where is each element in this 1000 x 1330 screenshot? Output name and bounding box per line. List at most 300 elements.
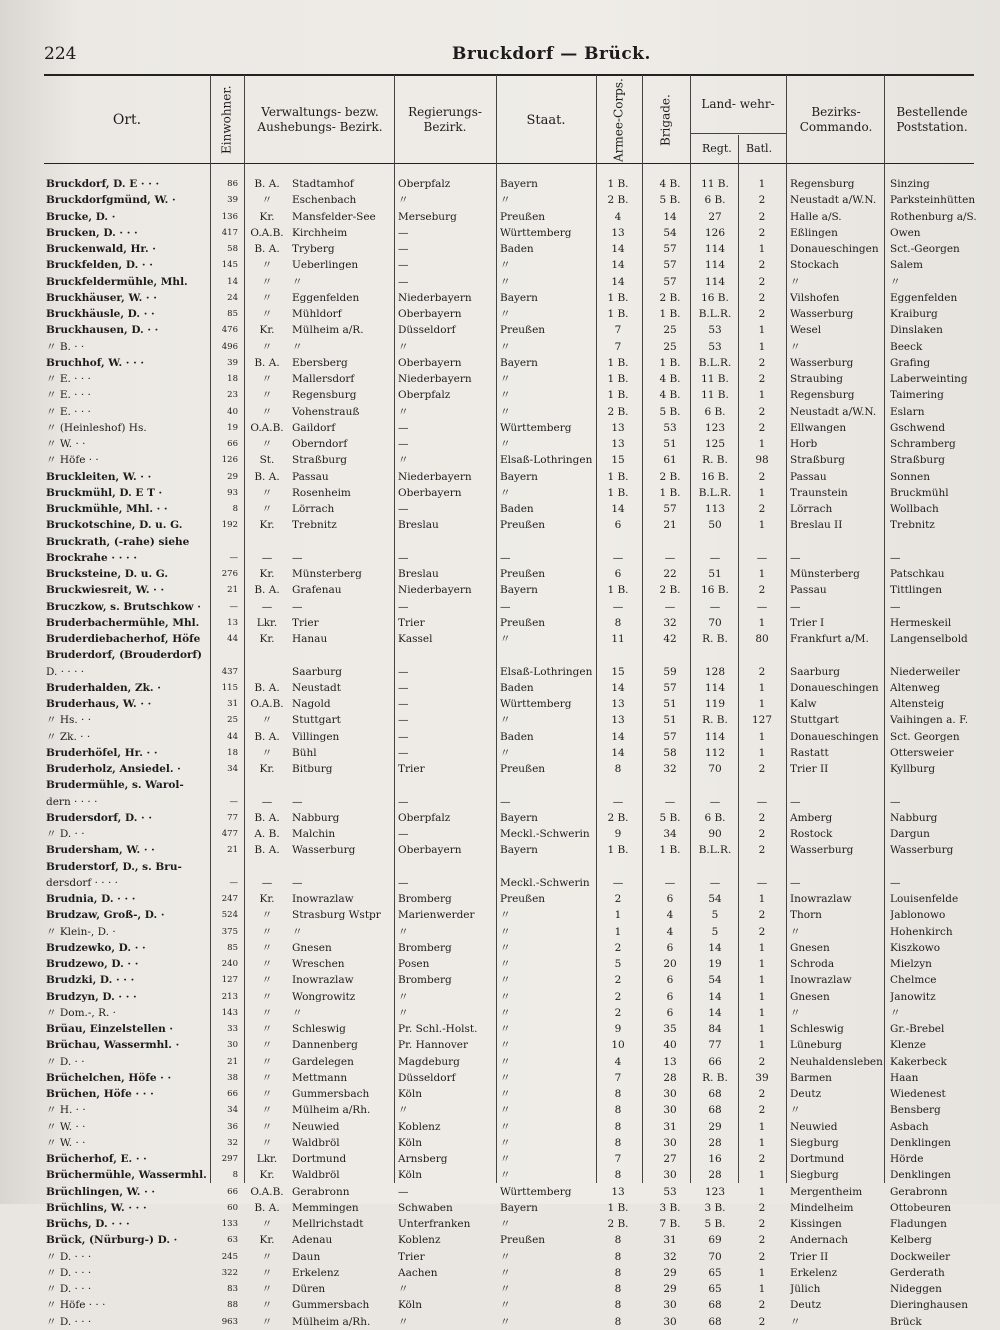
district-command: Lüneburg — [790, 1039, 842, 1052]
post-station: Trebnitz — [890, 519, 935, 532]
admin-district: Erkelenz — [292, 1266, 340, 1279]
state: 〃 — [500, 340, 511, 353]
place-name: 〃 (Heinleshof) Hs. — [46, 421, 147, 434]
admin-district: Mühldorf — [292, 308, 342, 320]
landwehr-battalion: 1 — [758, 974, 766, 987]
government-district: 〃 — [398, 990, 409, 1003]
page-number: 224 — [44, 44, 77, 64]
landwehr-battalion: 39 — [755, 1071, 769, 1084]
place-name: Bruderdiebacherhof, Höfe — [46, 633, 201, 645]
landwehr-regiment: 14 — [708, 990, 722, 1003]
population: 133 — [221, 1219, 238, 1229]
district-command: Breslau II — [790, 519, 843, 532]
landwehr-battalion: 2 — [758, 259, 766, 272]
brigade: 5 B. — [659, 405, 681, 418]
district-command: Trier II — [790, 763, 829, 775]
state: Bayern — [500, 811, 538, 824]
admin-type: B. A. — [254, 243, 280, 255]
table-row — [44, 989, 979, 1005]
army-corps: 8 — [614, 1104, 622, 1117]
army-corps: 8 — [614, 1169, 622, 1182]
population: — — [229, 601, 238, 612]
table-row — [44, 1086, 979, 1102]
table-row — [44, 1037, 979, 1053]
government-district: 〃 — [398, 340, 409, 353]
place-name: Bruckenwald, Hr. · — [46, 243, 156, 255]
table-row — [44, 1119, 979, 1135]
table-row — [44, 1265, 979, 1281]
place-name: 〃 D. · · · — [46, 1283, 92, 1295]
admin-district: Regensburg — [292, 389, 357, 402]
landwehr-regiment: 50 — [708, 519, 722, 532]
admin-district: Mettmann — [292, 1071, 348, 1084]
place-name: Brudzki, D. · · · — [46, 974, 135, 987]
landwehr-regiment: 68 — [708, 1088, 722, 1100]
army-corps: 5 — [614, 958, 622, 970]
district-command: — — [790, 795, 801, 808]
post-station: Dargun — [890, 828, 930, 840]
admin-district: Ueberlingen — [292, 259, 359, 272]
army-corps: 4 — [614, 210, 622, 223]
army-corps: 15 — [611, 665, 625, 678]
admin-district: Lörrach — [292, 503, 335, 515]
admin-type: 〃 — [261, 990, 273, 1003]
population: 29 — [227, 471, 238, 482]
landwehr-regiment: 84 — [708, 1023, 722, 1035]
population: 44 — [227, 731, 238, 742]
place-name: Bruckotschine, D. u. G. — [46, 519, 183, 532]
government-district: 〃 — [398, 194, 409, 207]
state: Bayern — [500, 470, 538, 483]
post-station: Louisenfelde — [890, 893, 959, 905]
district-command: 〃 — [790, 1315, 801, 1328]
district-command: Inowrazlaw — [790, 974, 852, 987]
admin-type: 〃 — [261, 1136, 273, 1149]
place-name: Brudzewko, D. · · — [46, 941, 146, 954]
admin-type: 〃 — [261, 1315, 273, 1328]
place-name: 〃 Höfe · · — [46, 454, 99, 467]
district-command: Kissingen — [790, 1218, 842, 1230]
state: Württemberg — [500, 698, 572, 710]
army-corps: 8 — [614, 1136, 622, 1149]
landwehr-regiment: 66 — [708, 1055, 722, 1068]
state: 〃 — [500, 438, 511, 450]
post-station: Chelmce — [890, 974, 937, 987]
landwehr-battalion: 1 — [758, 698, 766, 710]
landwehr-battalion: 1 — [758, 389, 766, 402]
army-corps: — — [612, 600, 624, 613]
army-corps: 13 — [611, 438, 625, 450]
admin-type: 〃 — [261, 389, 273, 402]
district-command: 〃 — [790, 1104, 801, 1117]
admin-district: Mülheim a/R. — [292, 324, 364, 337]
place-name: Bruckdorf, D. E · · · — [46, 178, 160, 190]
district-command: Amberg — [790, 811, 833, 824]
brigade: 4 — [666, 925, 674, 938]
place-name: dern · · · · — [46, 795, 98, 808]
landwehr-regiment: 128 — [704, 665, 726, 678]
admin-type: St. — [259, 454, 275, 467]
post-station: Altenweg — [890, 681, 941, 694]
place-name: Bruckhausen, D. · · — [46, 324, 159, 337]
landwehr-battalion: 2 — [758, 470, 766, 483]
army-corps: 11 — [611, 633, 625, 645]
brigade: 7 B. — [659, 1218, 681, 1230]
admin-district: Trebnitz — [292, 519, 337, 532]
admin-district: Mansfelder-See — [292, 210, 376, 223]
admin-district: Kirchheim — [292, 226, 348, 239]
state: 〃 — [500, 405, 511, 418]
admin-district: Tryberg — [292, 243, 335, 255]
post-station: Sonnen — [890, 470, 931, 483]
government-district: Marienwerder — [398, 909, 475, 922]
table-row — [44, 306, 979, 322]
admin-district: Gardelegen — [292, 1055, 354, 1068]
place-name: Brudzewo, D. · · — [46, 958, 139, 970]
state: Bayern — [500, 844, 538, 857]
district-command: Traunstein — [790, 486, 848, 499]
admin-district: Mallersdorf — [292, 373, 355, 385]
population: 963 — [221, 1316, 238, 1327]
admin-district: Nagold — [292, 698, 331, 710]
post-station: Kyllburg — [890, 763, 936, 775]
brigade: 34 — [663, 828, 677, 840]
population: — — [229, 877, 238, 888]
brigade: 57 — [663, 275, 677, 288]
brigade: — — [664, 876, 676, 889]
place-name: Brudersdorf, D. · · — [46, 811, 152, 824]
landwehr-battalion: 2 — [758, 1055, 766, 1068]
admin-type: 〃 — [261, 1218, 273, 1230]
army-corps: 6 — [614, 568, 622, 580]
population: 143 — [221, 1007, 238, 1018]
admin-district: Hanau — [292, 633, 328, 645]
admin-type: 〃 — [261, 486, 273, 499]
place-name: Bruderhaus, W. · · — [46, 698, 152, 710]
landwehr-battalion: 2 — [758, 1315, 766, 1328]
population: 30 — [227, 1040, 238, 1051]
admin-type: B. A. — [254, 1201, 280, 1214]
landwehr-regiment: 77 — [708, 1039, 722, 1052]
admin-type: 〃 — [261, 259, 273, 272]
brigade: 1 B. — [659, 844, 681, 857]
table-row — [44, 940, 979, 956]
district-command: Wasserburg — [790, 308, 854, 320]
table-row — [44, 842, 979, 858]
place-name: 〃 W. · · — [46, 438, 86, 450]
post-station: Sct.-Georgen — [890, 243, 960, 255]
brigade: 6 — [666, 941, 674, 954]
place-name: Bruckfelden, D. · · — [46, 259, 153, 272]
admin-type: 〃 — [261, 925, 273, 938]
place-name: 〃 D. · · — [46, 828, 85, 840]
table-row — [44, 1054, 979, 1070]
army-corps: 2 B. — [607, 811, 629, 824]
state: 〃 — [500, 974, 511, 987]
landwehr-battalion: 1 — [758, 941, 766, 954]
admin-district: Ebersberg — [292, 356, 348, 369]
district-command: Wasserburg — [790, 844, 854, 857]
table-row — [44, 582, 979, 598]
place-name: 〃 D. · · · — [46, 1315, 92, 1328]
landwehr-regiment: 11 B. — [701, 178, 729, 190]
population: 93 — [227, 487, 238, 498]
district-command: Lörrach — [790, 503, 833, 515]
landwehr-regiment: 16 B. — [701, 584, 729, 597]
government-district: — — [398, 746, 409, 759]
landwehr-regiment: B.L.R. — [698, 308, 732, 320]
admin-district: Waldbröl — [292, 1169, 340, 1182]
post-station: — — [890, 876, 901, 889]
population: 85 — [227, 309, 238, 319]
landwehr-battalion: 1 — [758, 340, 766, 353]
place-name: 〃 D. · · · — [46, 1266, 92, 1279]
population: 36 — [227, 1121, 238, 1132]
population: 23 — [227, 390, 238, 401]
landwehr-regiment: 114 — [704, 275, 726, 288]
government-district: Schwaben — [398, 1201, 453, 1214]
admin-type: 〃 — [261, 373, 273, 385]
table-row — [44, 322, 979, 338]
army-corps: — — [612, 795, 624, 808]
army-corps: 1 B. — [607, 844, 629, 857]
post-station: Patschkau — [890, 568, 945, 580]
government-district: 〃 — [398, 1315, 409, 1328]
brigade: 5 B. — [659, 194, 681, 207]
table-row — [44, 1135, 979, 1151]
admin-type: 〃 — [261, 1104, 273, 1117]
place-name: Brüchau, Wassermhl. · — [46, 1039, 180, 1052]
brigade: 21 — [663, 519, 677, 532]
admin-district: Nabburg — [292, 811, 340, 824]
government-district: Trier — [398, 1250, 425, 1263]
landwehr-regiment: 54 — [708, 893, 722, 905]
post-station: Hörde — [890, 1153, 924, 1165]
brigade: 29 — [663, 1283, 677, 1295]
place-name: Bruderbachermühle, Mhl. — [46, 616, 200, 629]
admin-district: Waldbröl — [292, 1136, 340, 1149]
state: Preußen — [500, 568, 546, 580]
landwehr-battalion: 2 — [758, 275, 766, 288]
place-name: Brudersham, W. · · — [46, 844, 155, 857]
government-district: Niederbayern — [398, 470, 472, 483]
brigade: 30 — [663, 1169, 677, 1182]
government-district: Oberpfalz — [398, 811, 451, 824]
admin-district: — — [292, 551, 303, 564]
admin-district: Eschenbach — [292, 194, 357, 207]
landwehr-battalion: 1 — [758, 893, 766, 905]
army-corps: 1 B. — [607, 373, 629, 385]
admin-type: 〃 — [261, 746, 273, 759]
admin-type: 〃 — [261, 714, 273, 727]
army-corps: 8 — [614, 1234, 622, 1247]
landwehr-battalion: 1 — [758, 1023, 766, 1035]
brigade: 53 — [663, 421, 677, 434]
place-name: Bruderholz, Ansiedel. · — [46, 763, 181, 775]
landwehr-battalion: 2 — [758, 291, 766, 304]
landwehr-regiment: 68 — [708, 1315, 722, 1328]
post-station: Fladungen — [890, 1218, 947, 1230]
brigade: 5 B. — [659, 811, 681, 824]
population: 126 — [221, 455, 238, 466]
admin-type: Kr. — [259, 210, 275, 223]
place-name: Brockrahe · · · · — [46, 551, 137, 564]
brigade: 32 — [663, 763, 677, 775]
state: 〃 — [500, 714, 511, 727]
landwehr-regiment: R. B. — [702, 1071, 728, 1084]
population: 38 — [227, 1072, 238, 1083]
landwehr-regiment: — — [709, 551, 721, 564]
admin-district: Passau — [292, 470, 329, 483]
landwehr-battalion: 2 — [758, 210, 766, 223]
population: 245 — [221, 1251, 238, 1262]
table-row — [44, 436, 979, 452]
place-name: 〃 Dom.-, R. · — [46, 1006, 117, 1019]
admin-type: Kr. — [259, 1169, 275, 1182]
place-name: D. · · · · — [46, 665, 85, 678]
government-district: — — [398, 275, 409, 288]
admin-type: Lkr. — [256, 616, 278, 629]
district-command: Trier II — [790, 1250, 829, 1263]
landwehr-regiment: B.L.R. — [698, 486, 732, 499]
landwehr-regiment: — — [709, 876, 721, 889]
landwehr-regiment: 6 B. — [704, 811, 726, 824]
district-command: Münsterberg — [790, 568, 860, 580]
place-name: 〃 E. · · · — [46, 389, 91, 402]
district-command: Regensburg — [790, 389, 855, 402]
state: 〃 — [500, 1136, 511, 1149]
header-bezirks: Bezirks- Commando. — [799, 105, 873, 134]
state: Preußen — [500, 893, 546, 905]
table-row — [44, 241, 979, 257]
admin-type: 〃 — [261, 340, 273, 353]
district-command: Gnesen — [790, 941, 830, 954]
admin-type: — — [261, 600, 273, 613]
landwehr-regiment: 28 — [708, 1136, 722, 1149]
army-corps: 14 — [611, 259, 625, 272]
government-district: Posen — [398, 958, 430, 970]
army-corps: 2 B. — [607, 194, 629, 207]
state: Preußen — [500, 1234, 546, 1247]
table-row — [44, 517, 979, 533]
population: 247 — [221, 894, 238, 904]
government-district: — — [398, 730, 409, 743]
admin-district: Gerabronn — [292, 1185, 350, 1198]
header-landwehr: Land- wehr- — [701, 96, 775, 111]
landwehr-battalion: 2 — [758, 1250, 766, 1263]
brigade: 31 — [663, 1120, 677, 1133]
post-station: Dockweiler — [890, 1250, 951, 1263]
army-corps: 2 B. — [607, 1218, 629, 1230]
place-name: Bruderhalden, Zk. · — [46, 681, 161, 694]
post-station: Jablonowo — [890, 909, 946, 922]
district-command: Schleswig — [790, 1023, 844, 1035]
table-row — [44, 745, 979, 761]
place-name: Bruckfeldermühle, Mhl. — [46, 275, 188, 288]
post-station: Nabburg — [890, 811, 938, 824]
army-corps: 1 B. — [607, 486, 629, 499]
landwehr-battalion: — — [756, 876, 768, 889]
district-command: Siegburg — [790, 1169, 839, 1182]
post-station: Denklingen — [890, 1136, 951, 1149]
place-name: Bruczkow, s. Brutschkow · — [46, 600, 201, 613]
landwehr-sub-rule — [690, 133, 786, 134]
admin-type: B. A. — [254, 681, 280, 694]
landwehr-battalion: 2 — [758, 584, 766, 597]
district-command: Inowrazlaw — [790, 893, 852, 905]
brigade: 51 — [663, 438, 677, 450]
army-corps: — — [612, 551, 624, 564]
state: 〃 — [500, 1218, 511, 1230]
landwehr-battalion: 2 — [758, 909, 766, 922]
landwehr-regiment: 5 — [711, 909, 719, 922]
army-corps: 1 B. — [607, 178, 629, 190]
landwehr-regiment: 16 B. — [701, 291, 729, 304]
landwehr-regiment: R. B. — [702, 454, 728, 467]
landwehr-regiment: 3 B. — [704, 1201, 726, 1214]
landwehr-battalion: 2 — [758, 1153, 766, 1165]
landwehr-battalion: 2 — [758, 811, 766, 824]
place-name: Brüchlins, W. · · · — [46, 1201, 147, 1214]
admin-type: 〃 — [261, 974, 273, 987]
district-command: Neustadt a/W.N. — [790, 194, 877, 207]
government-district: 〃 — [398, 1283, 409, 1295]
population: 8 — [232, 504, 238, 514]
government-district: Oberpfalz — [398, 178, 451, 190]
landwehr-regiment: 19 — [708, 958, 722, 970]
place-name: 〃 B. · · — [46, 340, 85, 353]
population: 24 — [227, 292, 238, 303]
government-district: Bromberg — [398, 893, 452, 905]
government-district: Oberpfalz — [398, 389, 451, 402]
army-corps: 14 — [611, 746, 625, 759]
table-row — [44, 696, 979, 712]
army-corps: 6 — [614, 519, 622, 532]
state: Württemberg — [500, 421, 572, 434]
population: — — [229, 552, 238, 563]
government-district: Niederbayern — [398, 584, 472, 597]
government-district: Bromberg — [398, 974, 452, 987]
table-row — [44, 712, 979, 728]
brigade: 6 — [666, 974, 674, 987]
army-corps: 7 — [614, 340, 622, 353]
brigade: 32 — [663, 616, 677, 629]
landwehr-regiment: 65 — [708, 1266, 722, 1279]
state: Preußen — [500, 210, 546, 223]
state: Preußen — [500, 324, 546, 337]
district-command: Siegburg — [790, 1136, 839, 1149]
table-row — [44, 420, 979, 436]
population: 85 — [227, 942, 238, 953]
brigade: 57 — [663, 243, 677, 255]
government-district: Koblenz — [398, 1234, 441, 1247]
brigade: 1 B. — [659, 356, 681, 369]
landwehr-battalion: 2 — [758, 308, 766, 320]
table-row — [44, 1232, 979, 1248]
government-district: — — [398, 243, 409, 255]
brigade: 57 — [663, 503, 677, 515]
district-command: Mergentheim — [790, 1185, 863, 1198]
post-station: Dieringhausen — [890, 1299, 969, 1312]
government-district: 〃 — [398, 1006, 409, 1019]
population: 66 — [227, 1089, 238, 1099]
landwehr-battalion: 2 — [758, 503, 766, 515]
header-batl: Batl. — [746, 142, 773, 155]
population: 21 — [227, 1056, 238, 1067]
admin-type: 〃 — [261, 275, 273, 288]
header-verwaltung: Verwaltungs- bezw. Aushebungs- Bezirk. — [257, 105, 383, 134]
state: — — [500, 600, 511, 613]
